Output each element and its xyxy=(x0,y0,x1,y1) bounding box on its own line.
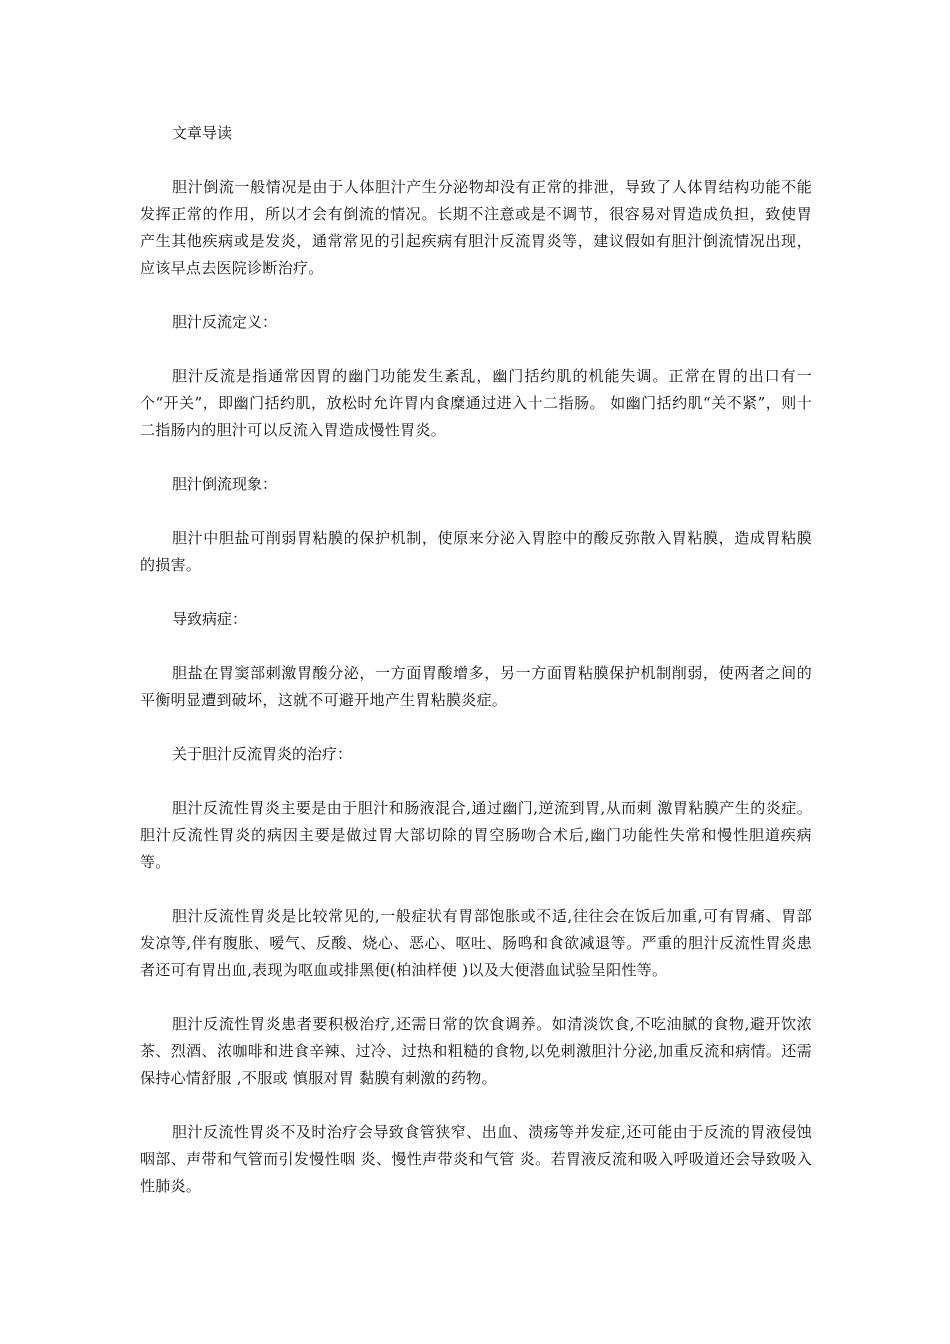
disease-paragraph: 胆盐在胃窦部刺激胃酸分泌，一方面胃酸增多，另一方面胃粘膜保护机制削弱，使两者之间的平衡明显遭到破坏，这就不可避开地产生胃粘膜炎症。 xyxy=(140,664,812,709)
treatment-paragraph-3: 胆汁反流性胃炎患者要积极治疗,还需日常的饮食调养。如清淡饮食,不吃油腻的食物,避开饮浓茶、烈酒、浓咖啡和进食辛辣、过冷、过热和粗糙的食物,以免刺激胆汁分泌,加重反流和病情。还需 保持心情舒服 ,不服或 慎服对胃 黏膜有刺激的药物。 xyxy=(140,1015,812,1087)
treatment-paragraph-2: 胆汁反流性胃炎是比较常见的,一般症状有胃部饱胀或不适,往往会在饭后加重,可有胃痛、胃部发凉等,伴有腹胀、嗳气、反酸、烧心、恶心、呕吐、肠鸣和食欲减退等。严重的胆汁反流性胃炎患者还可有胃出血,表现为呕血或排黑便(柏油样便 )以及大便潜血试验呈阳性等。 xyxy=(140,907,812,979)
intro-heading: 文章导读 xyxy=(172,124,233,142)
definition-paragraph: 胆汁反流是指通常因胃的幽门功能发生紊乱，幽门括约肌的机能失调。正常在胃的出口有一个“开关”，即幽门括约肌，放松时允许胃内食糜通过进入十二指肠。 如幽门括约肌“关不紧”，则十二指肠内的胆汁可以反流入胃造成慢性胃炎。 xyxy=(140,367,812,439)
intro-paragraph: 胆汁倒流一般情况是由于人体胆汁产生分泌物却没有正常的排泄，导致了人体胃结构功能不能发挥正常的作用，所以才会有倒流的情况。长期不注意或是不调节，很容易对胃造成负担，致使胃产生其他疾病或是发炎，通常常见的引起疾病有胆汁反流胃炎等，建议假如有胆汁倒流情况出现，应该早点去医院诊断治疗。 xyxy=(140,178,812,277)
disease-heading: 导致病症： xyxy=(172,610,248,628)
phenomenon-heading: 胆汁倒流现象： xyxy=(172,475,278,493)
treatment-heading: 关于胆汁反流胃炎的治疗： xyxy=(172,745,353,763)
document-body xyxy=(140,120,812,1227)
phenomenon-paragraph: 胆汁中胆盐可削弱胃粘膜的保护机制，使原来分泌入胃腔中的酸反弥散入胃粘膜，造成胃粘膜的损害。 xyxy=(140,529,812,574)
treatment-paragraph-1: 胆汁反流性胃炎主要是由于胆汁和肠液混合,通过幽门,逆流到胃,从而刺 激胃粘膜产生的炎症。胆汁反流性胃炎的病因主要是做过胃大部切除的胃空肠吻合术后,幽门功能性失常和慢性胆道疾病等。 xyxy=(140,799,812,871)
treatment-paragraph-4: 胆汁反流性胃炎不及时治疗会导致食管狭窄、出血、溃疡等并发症,还可能由于反流的胃液侵蚀咽部、声带和气管而引发慢性咽 炎、慢性声带炎和气管 炎。若胃液反流和吸入呼吸道还会导致吸入性肺炎。 xyxy=(140,1123,812,1195)
definition-heading: 胆汁反流定义： xyxy=(172,313,278,331)
